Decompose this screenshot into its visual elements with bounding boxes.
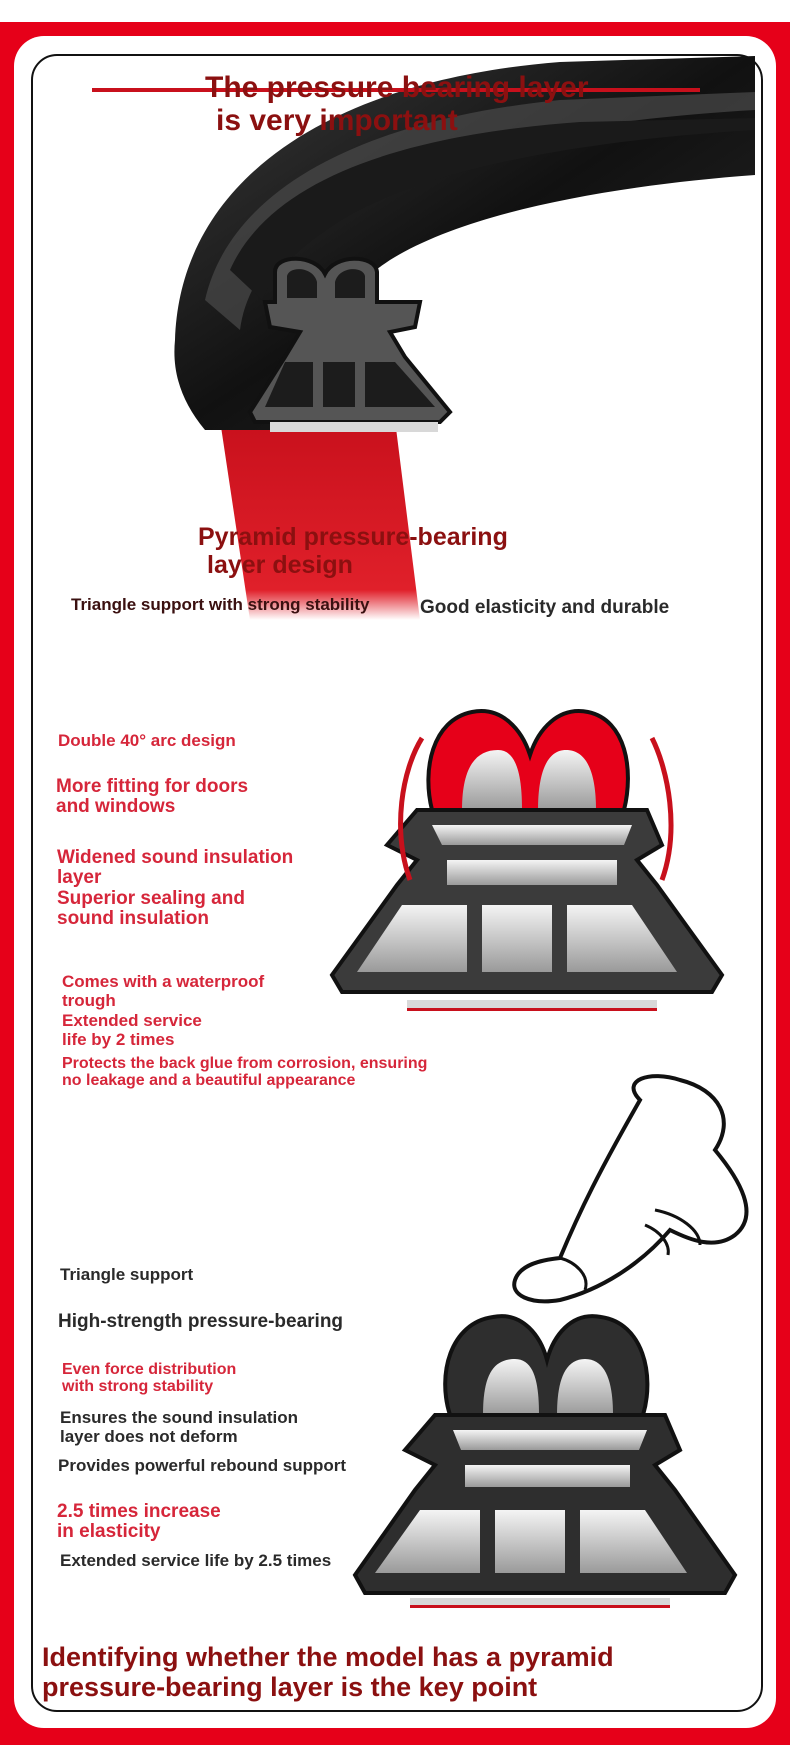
feature-fitting: More fitting for doors and windows bbox=[56, 776, 249, 817]
arc-profile-diagram bbox=[332, 711, 722, 1011]
header-title-line1: The pressure bearing layer bbox=[205, 71, 589, 104]
feature-triangle-support: Triangle support bbox=[60, 1265, 194, 1284]
pressing-hand bbox=[514, 1076, 746, 1301]
pyramid-heading-line1: Pyramid pressure-bearing bbox=[198, 523, 508, 551]
red-tape-strip bbox=[220, 420, 420, 620]
footer-line1: Identifying whether the model has a pyramid bbox=[42, 1642, 614, 1672]
triangle-support-caption: Triangle support with strong stability bbox=[71, 595, 370, 614]
feature-back-glue: Protects the back glue from corrosion, ensuring no leakage and a beautiful appearance bbox=[62, 1055, 428, 1089]
header-title-line2: is very important bbox=[216, 104, 458, 137]
feature-sealing: Superior sealing and sound insulation bbox=[57, 888, 245, 929]
elasticity-caption: Good elasticity and durable bbox=[420, 597, 670, 618]
footer-line2: pressure-bearing layer is the key point bbox=[42, 1672, 538, 1702]
feature-waterproof-trough: Comes with a waterproof trough bbox=[62, 972, 265, 1010]
feature-elasticity-2-5x: 2.5 times increase in elasticity bbox=[57, 1501, 221, 1542]
black-profile-diagram bbox=[355, 1316, 735, 1608]
feature-service-life-2x: Extended service life by 2 times bbox=[62, 1011, 202, 1049]
feature-arc-design: Double 40° arc design bbox=[58, 731, 236, 750]
feature-force-distribution: Even force distribution with strong stability bbox=[62, 1361, 237, 1395]
feature-service-life-2-5x: Extended service life by 2.5 times bbox=[60, 1551, 332, 1570]
feature-rebound: Provides powerful rebound support bbox=[58, 1456, 347, 1475]
feature-no-deform: Ensures the sound insulation layer does not deform bbox=[60, 1408, 299, 1446]
feature-insulation-layer: Widened sound insulation layer bbox=[57, 847, 294, 888]
feature-high-strength: High-strength pressure-bearing bbox=[58, 1311, 344, 1332]
pyramid-heading-line2: layer design bbox=[207, 551, 353, 579]
